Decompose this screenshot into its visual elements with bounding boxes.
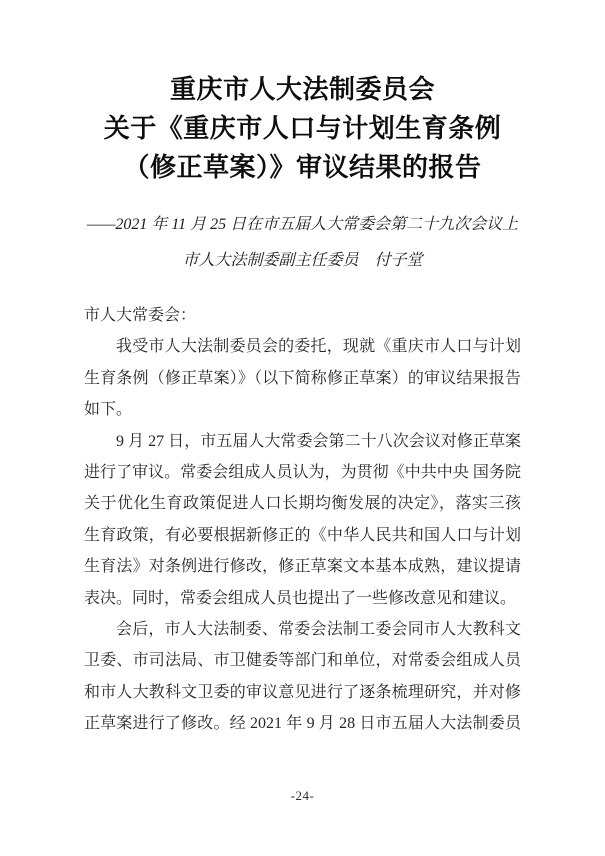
subtitle-presenter-line: 市人大法制委副主任委员 付子堂	[182, 252, 423, 269]
body-paragraph-3: 会后，市人大法制委、常委会法制工委会同市人大教科文卫委、市司法局、市卫健委等部门和单位，对常委会组成人员和市人大教科文卫委的审议意见进行了逐条梳理研究，并对修正草案进行了修改。经 2021 年 9 月 28 日市五届人大法制委员	[84, 621, 521, 733]
page-number: -24-	[290, 788, 315, 803]
document-body	[84, 300, 521, 740]
subtitle-meeting-line: ——2021 年 11 月 25 日在市五届人大常委会第二十九次会议上	[86, 216, 519, 233]
title-line-2: 关于《重庆市人口与计划生育条例	[103, 114, 502, 143]
salutation-line: 市人大常委会：	[84, 307, 197, 324]
body-paragraph-1: 我受市人大法制委员会的委托，现就《重庆市人口与计划生育条例（修正草案）》（以下简称修正草案）的审议结果报告如下。	[84, 338, 521, 419]
title-line-1: 重庆市人大法制委员会	[169, 75, 435, 104]
body-paragraph-2: 9 月 27 日，市五届人大常委会第二十八次会议对修正草案进行了审议。常委会组成人员认为，为贯彻《中共中央 国务院关于优化生育政策促进人口长期均衡发展的决定》，落实三孩生育政策，有必要根据新修正的《中华人民共和国人口与计划生育法》对条例进行修改，修正草案文本基本成熟，建议提请表决。同时，常委会组成人员也提出了一些修改意见和建议。	[84, 432, 521, 607]
title-line-3: （修正草案）》审议结果的报告	[123, 153, 482, 182]
document-title	[84, 70, 521, 187]
document-subtitle	[84, 207, 521, 279]
